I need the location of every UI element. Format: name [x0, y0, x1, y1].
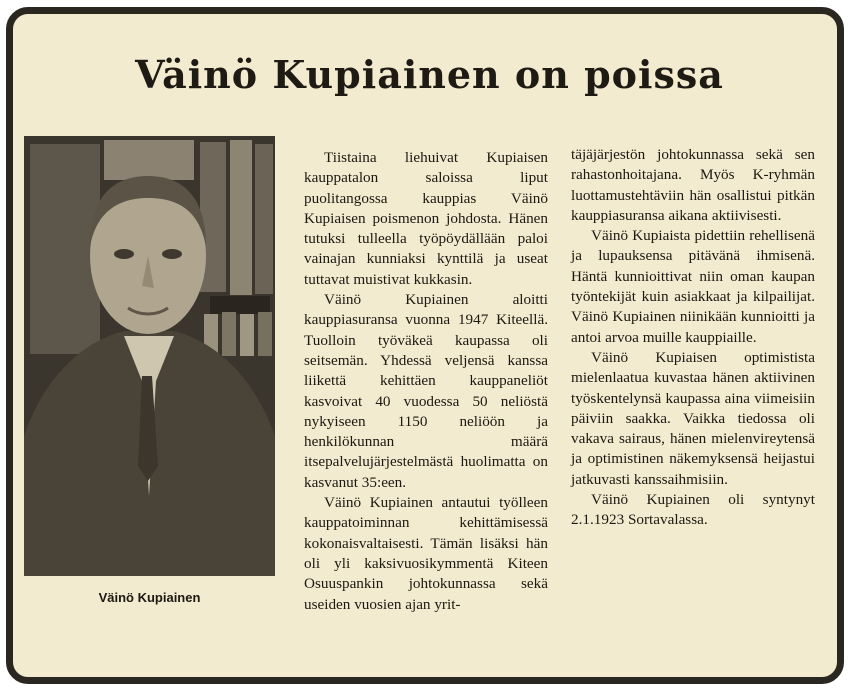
photo-caption: Väinö Kupiainen [98, 590, 201, 605]
paragraph: Väinö Kupiainen oli syntynyt 2.1.1923 Sortavalassa. [571, 491, 815, 529]
article-column-2 [571, 145, 815, 531]
paragraph: Tiistaina liehuivat Kupiaisen kauppatalon saloissa liput puolitangossa kauppias Väinö Kupiaisen poismenon johdosta. Hänen tutuksi tulleella työpöydällään paloi vainajan kunniaksi kynttilä ja useat tuttavat muistivat kukkasin. [304, 149, 548, 288]
article-headline: Väinö Kupiainen on poissa [135, 52, 724, 97]
paragraph: Väinö Kupiaista pidettiin rehellisenä ja lupauksensa pitävänä ihmisenä. Häntä kunnioittivat niin oman kaupan työntekijät kuin asiakkaat ja kilpailijat. Väinö Kupiainen niinikään kunnioitti ja antoi arvoa muille kauppiaille. [571, 227, 815, 346]
portrait-photo [24, 136, 275, 576]
paragraph: täjäjärjestön johtokunnassa sekä sen rahastonhoitajana. Myös K-ryhmän luottamustehtäviin hän osallistui pitkän kauppiasuransa aikana aktiivisesti. [571, 146, 815, 224]
paragraph: Väinö Kupiaisen optimistista mielenlaatua kuvastaa hänen aktiivinen työskentelynsä kaupassa aina viimeisiin päiviin saakka. Vaikka tiedossa oli vakava sairaus, hänen mielenvireytensä ja optimistinen näkemyksensä heijastui jatkuvasti kanssaihmisiin. [571, 348, 815, 488]
paragraph: Väinö Kupiainen antautui työlleen kauppatoiminnan kehittämisessä kokonaisvaltaisesti. Tämän lisäksi hän oli yli kaksivuosikymmentä Kiteen Osuuspankin johtokunnassa sekä useiden vuosien ajan yrit- [304, 494, 548, 613]
portrait-illustration [24, 136, 275, 576]
article-column-1 [304, 148, 548, 615]
paragraph: Väinö Kupiainen aloitti kauppiasuransa vuonna 1947 Kiteellä. Tuolloin työväkeä kaupassa oli seitsemän. Yhdessä veljensä kanssa liikettä kehittäen kauppaneliöt kasvoivat 40 vuodessa 50 neliöstä nykyiseen 1150 neliöön ja henkilökunnan määrä itsepalvelujärjestelmästä huolimatta on kasvanut 35:een. [304, 291, 548, 491]
